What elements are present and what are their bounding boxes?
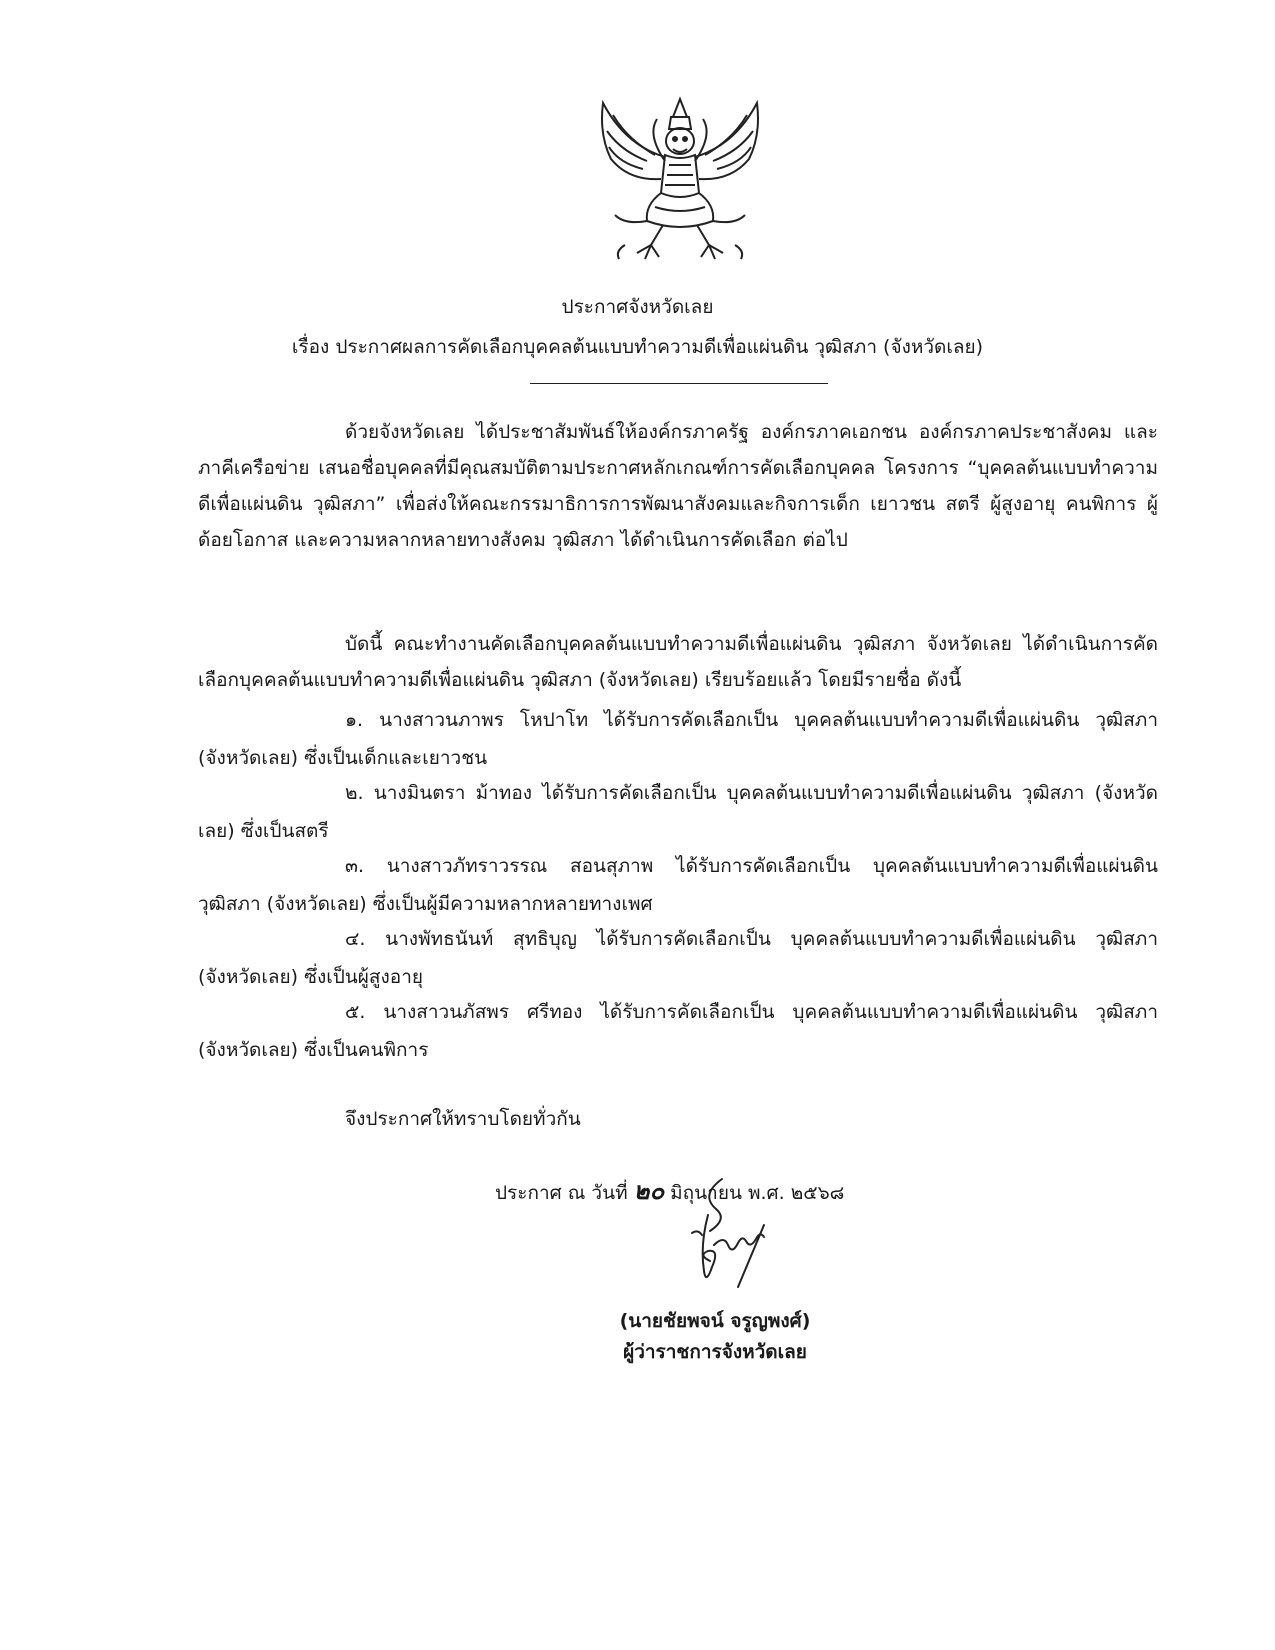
list-item: ๑. นางสาวนภาพร โหปาโท ได้รับการคัดเลือกเป็น บุคคลต้นแบบทำความดีเพื่อแผ่นดิน วุฒิสภา (จังหวัดเลย) ซึ่งเป็นเด็กและเยาวชน	[198, 709, 1158, 769]
handwritten-signature	[680, 1175, 790, 1300]
announcement-date	[495, 1171, 844, 1210]
intro-paragraph-block	[198, 414, 1158, 558]
organization-title: ประกาศจังหวัดเลย	[561, 296, 714, 318]
result-paragraph: บัดนี้ คณะทำงานคัดเลือกบุคคลต้นแบบทำความดีเพื่อแผ่นดิน วุฒิสภา จังหวัดเลย ได้ดำเนินการคัดเลือกบุคคลต้นแบบทำความดีเพื่อแผ่นดิน วุฒิสภา (จังหวัดเลย) เรียบร้อยแล้ว โดยมีรายชื่อ ดังนี้	[198, 633, 1158, 691]
list-item: ๒. นางมินตรา ม้าทอง ได้รับการคัดเลือกเป็น บุคคลต้นแบบทำความดีเพื่อแผ่นดิน วุฒิสภา (จังหวัดเลย) ซึ่งเป็นสตรี	[198, 782, 1158, 842]
date-day-handwritten: ๒๐	[633, 1176, 665, 1205]
list-item: ๕. นางสาวนภัสพร ศรีทอง ได้รับการคัดเลือกเป็น บุคคลต้นแบบทำความดีเพื่อแผ่นดิน วุฒิสภา (จังหวัดเลย) ซึ่งเป็นคนพิการ	[198, 1001, 1158, 1061]
closing-statement: จึงประกาศให้ทราบโดยทั่วกัน	[345, 1108, 581, 1130]
signer-name: (นายชัยพจน์ จรูญพงศ์)	[619, 1310, 811, 1332]
intro-paragraph: ด้วยจังหวัดเลย ได้ประชาสัมพันธ์ให้องค์กรภาครัฐ องค์กรภาคเอกชน องค์กรภาคประชาสังคม และภาคีเครือข่าย เสนอชื่อบุคคลที่มีคุณสมบัติตามประกาศหลักเกณฑ์การคัดเลือกบุคคล โครงการ “บุคคลต้นแบบทำความดีเพื่อแผ่นดิน วุฒิสภา” เพื่อส่งให้คณะกรรมาธิการการพัฒนาสังคมและกิจการเด็ก เยาวชน สตรี ผู้สูงอายุ คนพิการ ผู้ด้อยโอกาส และความหลากหลายทางสังคม วุฒิสภา ได้ดำเนินการคัดเลือก ต่อไป	[198, 421, 1158, 551]
garuda-emblem-icon	[585, 95, 775, 265]
announcement-subject: เรื่อง ประกาศผลการคัดเลือกบุคคลต้นแบบทำความดีเพื่อแผ่นดิน วุฒิสภา (จังหวัดเลย)	[291, 336, 984, 358]
list-item: ๔. นางพัทธนันท์ สุทธิบุญ ได้รับการคัดเลือกเป็น บุคคลต้นแบบทำความดีเพื่อแผ่นดิน วุฒิสภา (จังหวัดเลย) ซึ่งเป็นผู้สูงอายุ	[198, 928, 1158, 988]
date-suffix: มิถุนายน พ.ศ. ๒๕๖๘	[664, 1182, 845, 1204]
result-paragraph-block	[198, 626, 1158, 698]
date-prefix: ประกาศ ณ วันที่	[495, 1182, 634, 1204]
signer-block	[590, 1306, 840, 1368]
signer-title: ผู้ว่าราชการจังหวัดเลย	[623, 1341, 807, 1363]
list-item: ๓. นางสาวภัทราวรรณ สอนสุภาพ ได้รับการคัดเลือกเป็น บุคคลต้นแบบทำความดีเพื่อแผ่นดิน วุฒิสภา (จังหวัดเลย) ซึ่งเป็นผู้มีความหลากหลายทางเพศ	[198, 855, 1158, 915]
header-divider	[530, 383, 828, 384]
